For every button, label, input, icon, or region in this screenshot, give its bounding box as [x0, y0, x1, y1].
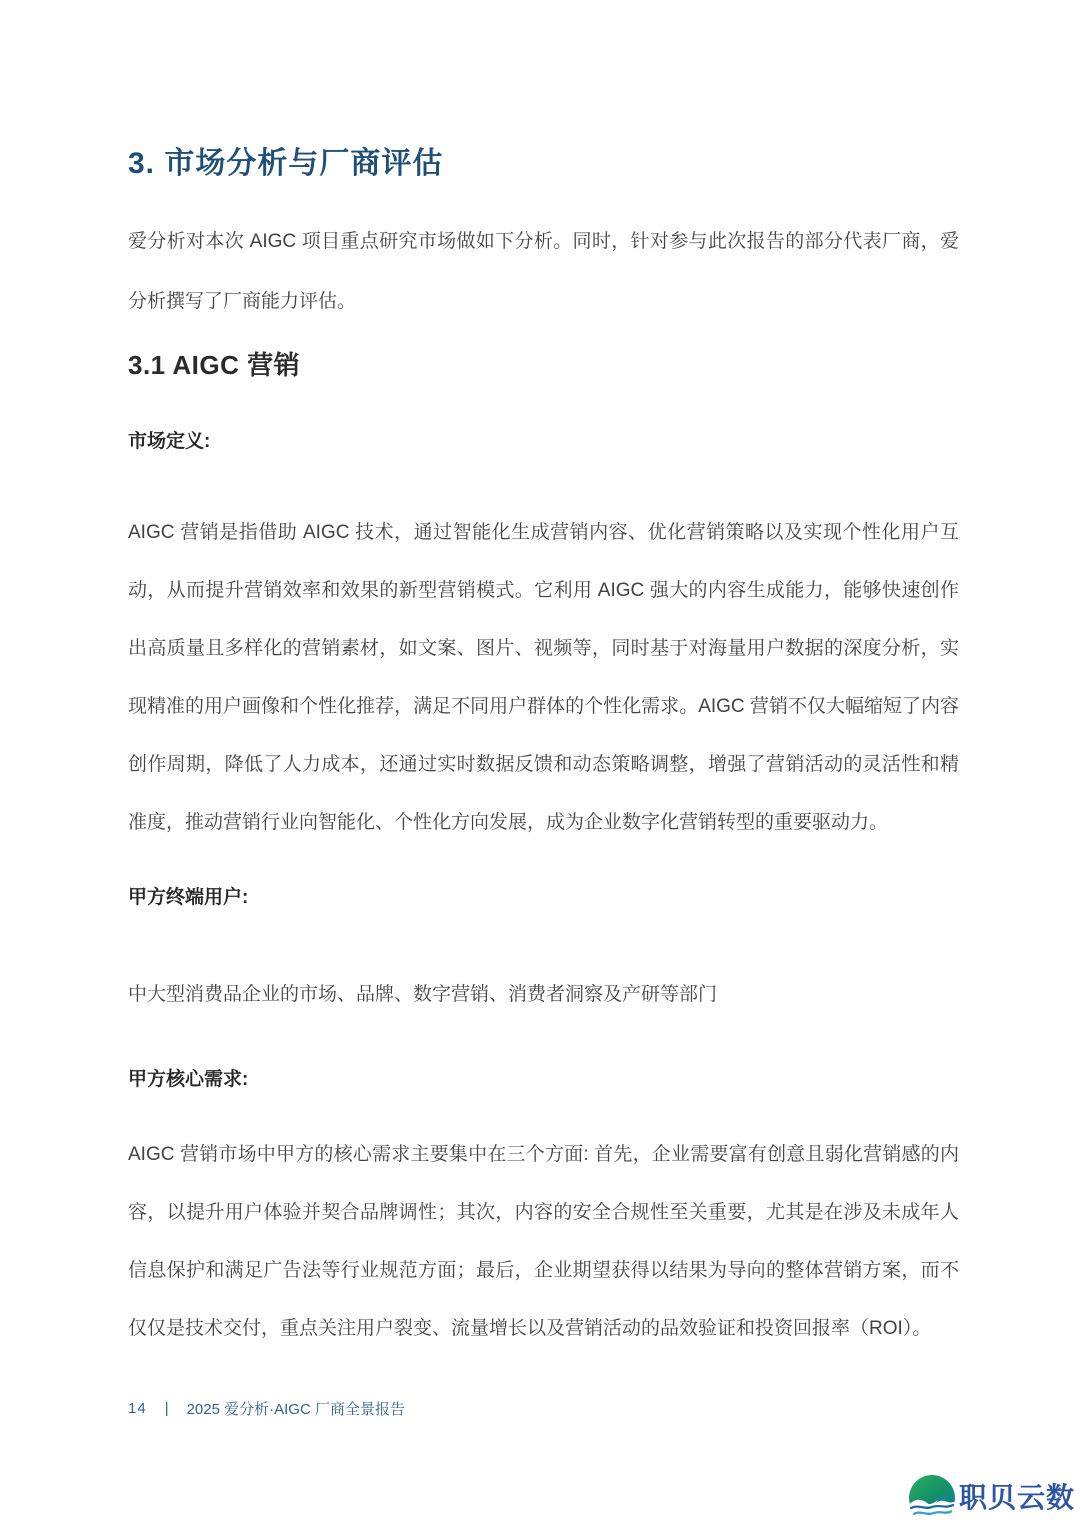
end-users-text: 中大型消费品企业的市场、品牌、数字营销、消费者洞察及产研等部门	[128, 984, 718, 1005]
market-definition-label: 市场定义:	[128, 431, 211, 452]
footer-separator: |	[164, 1400, 169, 1417]
brand-name: 职贝云数	[958, 1482, 1075, 1513]
wave-globe-icon	[908, 1474, 956, 1522]
market-definition-text: AIGC 营销是指借助 AIGC 技术，通过智能化生成营销内容、优化营销策略以及实现个性化用户互动，从而提升营销效率和效果的新型营销模式。它利用 AIGC 强大的内容生成能力，能够快速创作出高质量且多样化的营销素材，如文案、图片、视频等，同时基于对海量用户数据的深度分析，实现精准的用户画像和个性化推荐，满足不同用户群体的个性化需求。AIGC 营销不仅大幅缩短了内容创作周期，降低了人力成本，还通过实时数据反馈和动态策略调整，增强了营销活动的灵活性和精准度，推动营销行业向智能化、个性化方向发展，成为企业数字化营销转型的重要驱动力。	[128, 522, 959, 833]
core-needs-text: AIGC 营销市场中甲方的核心需求主要集中在三个方面: 首先，企业需要富有创意且弱化营销感的内容，以提升用户体验并契合品牌调性；其次，内容的安全合规性至关重要，尤其是在涉及未成年人信息保护和满足广告法等行业规范方面；最后，企业期望获得以结果为导向的整体营销方案，而不仅仅是技术交付，重点关注用户裂变、流量增长以及营销活动的品效验证和投资回报率（ROI）。	[128, 1144, 959, 1339]
core-needs-label: 甲方核心需求:	[128, 1069, 249, 1090]
end-users-label: 甲方终端用户:	[128, 887, 249, 908]
page-content	[128, 0, 959, 1358]
section-heading: 3.1 AIGC 营销	[128, 350, 301, 380]
report-title: 2025 爱分析·AIGC 厂商全景报告	[186, 1401, 405, 1418]
chapter-heading: 3. 市场分析与厂商评估	[128, 147, 444, 180]
page-number: 14	[128, 1400, 147, 1417]
brand-logo	[908, 1474, 1075, 1522]
page-footer	[128, 1398, 405, 1419]
chapter-intro-paragraph: 爱分析对本次 AIGC 项目重点研究市场做如下分析。同时，针对参与此次报告的部分代表厂商，爱分析撰写了厂商能力评估。	[128, 231, 959, 312]
